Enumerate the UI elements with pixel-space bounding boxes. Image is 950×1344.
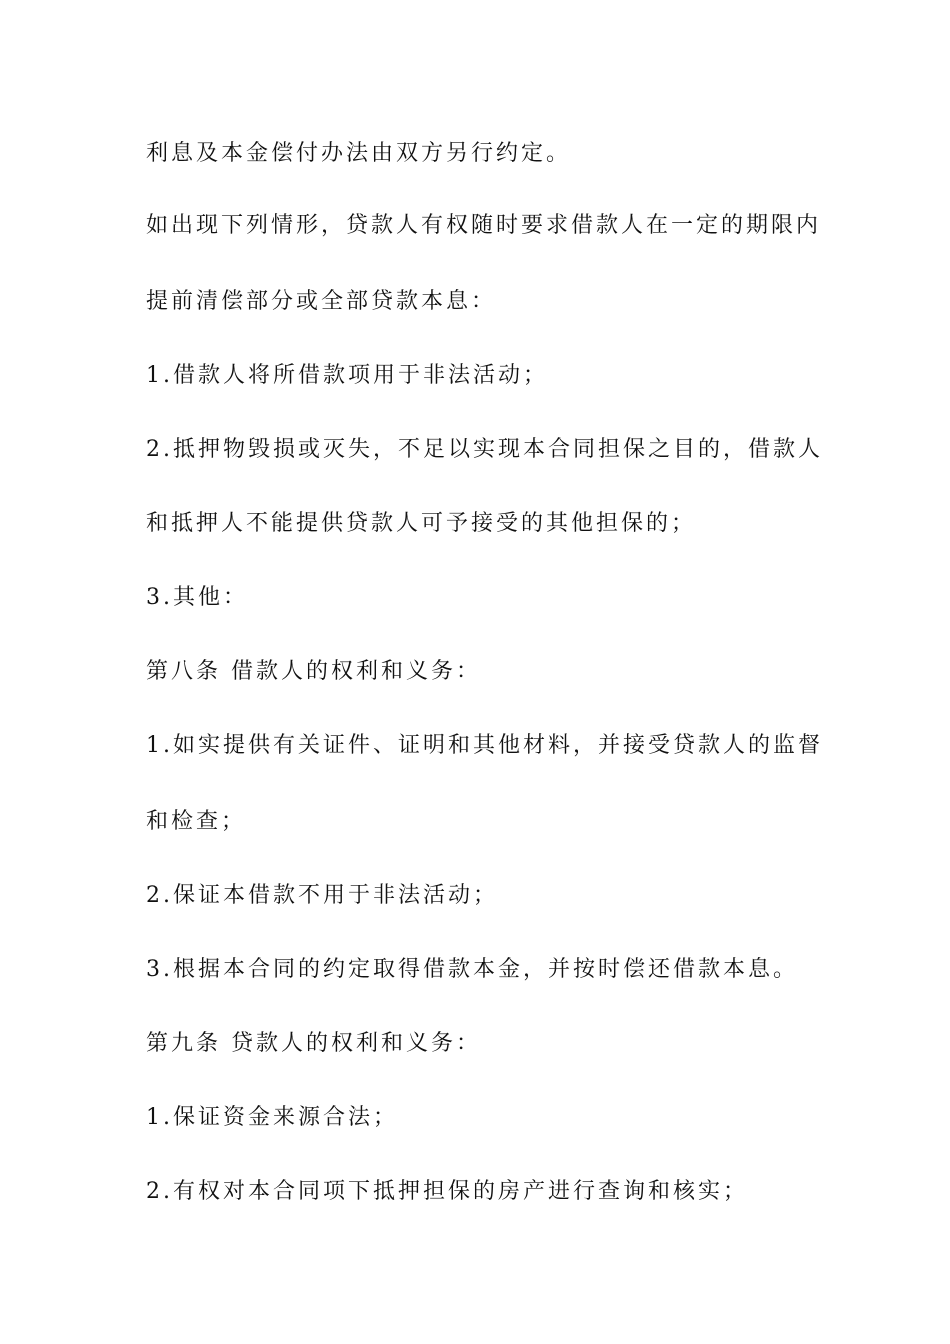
list-item: 3.其他： (146, 585, 248, 610)
list-item: 3.根据本合同的约定取得借款本金，并按时偿还借款本息。 (146, 957, 798, 982)
text-line: 和检查； (146, 809, 247, 834)
list-item: 2.有权对本合同项下抵押担保的房产进行查询和核实； (146, 1179, 748, 1204)
text-line: 提前清偿部分或全部贷款本息： (146, 289, 497, 314)
list-item: 2.抵押物毁损或灭失，不足以实现本合同担保之目的，借款人 (146, 437, 823, 462)
section-heading: 第九条 贷款人的权利和义务： (146, 1031, 481, 1056)
list-item: 1.借款人将所借款项用于非法活动； (146, 363, 548, 388)
list-item: 1.如实提供有关证件、证明和其他材料，并接受贷款人的监督 (146, 733, 823, 758)
list-item: 2.保证本借款不用于非法活动； (146, 883, 498, 908)
text-line: 如出现下列情形，贷款人有权随时要求借款人在一定的期限内 (146, 213, 822, 238)
list-item: 1.保证资金来源合法； (146, 1105, 398, 1130)
text-line: 和抵押人不能提供贷款人可予接受的其他担保的； (146, 511, 697, 536)
text-line: 利息及本金偿付办法由双方另行约定。 (146, 141, 572, 166)
section-heading: 第八条 借款人的权利和义务： (146, 659, 481, 684)
